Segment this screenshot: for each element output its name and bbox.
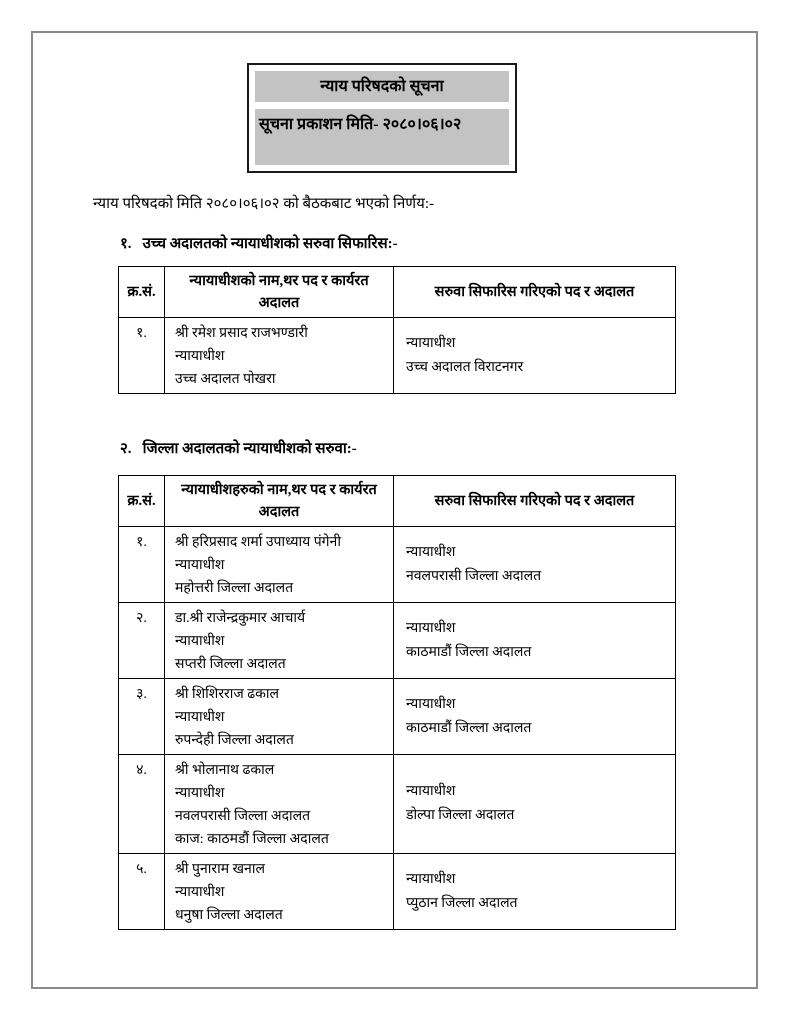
section-1-number: १. — [120, 236, 132, 252]
recommended-post: न्यायाधीश — [406, 335, 456, 351]
recommended-court: प्युठान जिल्ला अदालत — [406, 895, 518, 911]
section-2-heading — [120, 438, 357, 458]
notice-title: न्याय परिषदको सूचना — [255, 71, 509, 102]
judge-current-cell — [165, 755, 394, 854]
table-row — [119, 679, 676, 755]
recommended-cell — [394, 527, 676, 603]
judge-deputation-court: काज: काठमडौं जिल्ला अदालत — [175, 832, 329, 847]
column-header-judge-current: न्यायाधीशको नाम,थर पद र कार्यरत अदालत — [165, 267, 394, 318]
recommended-post: न्यायाधीश — [406, 544, 456, 560]
judge-current-court: उच्च अदालत पोखरा — [175, 372, 276, 387]
recommended-cell — [394, 603, 676, 679]
recommended-cell — [394, 755, 676, 854]
column-header-recommended: सरुवा सिफारिस गरिएको पद र अदालत — [394, 476, 676, 527]
judge-current-cell — [165, 318, 394, 394]
judge-name: श्री हरिप्रसाद शर्मा उपाध्याय पंगेनी — [175, 535, 341, 550]
recommended-court: काठमाडौं जिल्ला अदालत — [406, 644, 532, 660]
judge-current-court: धनुषा जिल्ला अदालत — [175, 908, 283, 923]
recommended-court: नवलपरासी जिल्ला अदालत — [406, 568, 542, 584]
recommended-cell — [394, 318, 676, 394]
column-header-serial: क्र.सं. — [119, 476, 165, 527]
table-row — [119, 318, 676, 394]
serial-number: २. — [119, 603, 165, 679]
section-1-heading — [120, 233, 398, 253]
district-court-judge-transfer-table — [118, 475, 676, 930]
serial-number: १. — [119, 527, 165, 603]
high-court-judge-transfer-table — [118, 266, 676, 394]
table-row — [119, 527, 676, 603]
table-header-row — [119, 267, 676, 318]
judge-current-cell — [165, 603, 394, 679]
recommended-court: उच्च अदालत विराटनगर — [406, 359, 524, 375]
section-2-title: जिल्ला अदालतको न्यायाधीशको सरुवा:- — [142, 441, 357, 457]
table-header-row — [119, 476, 676, 527]
judge-current-cell — [165, 679, 394, 755]
judge-post: न्यायाधीश — [175, 786, 225, 801]
serial-number: १. — [119, 318, 165, 394]
section-1-title: उच्च अदालतको न्यायाधीशको सरुवा सिफारिस:- — [142, 236, 398, 252]
recommended-post: न्यायाधीश — [406, 620, 456, 636]
recommended-court: काठमाडौं जिल्ला अदालत — [406, 720, 532, 736]
judge-current-court: नवलपरासी जिल्ला अदालत — [175, 809, 311, 824]
recommended-post: न्यायाधीश — [406, 696, 456, 712]
table-row — [119, 854, 676, 930]
column-header-recommended: सरुवा सिफारिस गरिएको पद र अदालत — [394, 267, 676, 318]
table-row — [119, 603, 676, 679]
judge-current-court: रुपन्देही जिल्ला अदालत — [175, 733, 294, 748]
judge-name: श्री रमेश प्रसाद राजभण्डारी — [175, 326, 308, 341]
notice-header-box — [247, 63, 517, 173]
judge-post: न्यायाधीश — [175, 349, 225, 364]
column-header-serial: क्र.सं. — [119, 267, 165, 318]
judge-current-court: सप्तरी जिल्ला अदालत — [175, 657, 286, 672]
serial-number: ५. — [119, 854, 165, 930]
judge-name: डा.श्री राजेन्द्रकुमार आचार्य — [175, 611, 306, 626]
serial-number: ३. — [119, 679, 165, 755]
table-row — [119, 755, 676, 854]
judge-current-cell — [165, 854, 394, 930]
judge-name: श्री भोलानाथ ढकाल — [175, 763, 275, 778]
judge-post: न्यायाधीश — [175, 885, 225, 900]
judge-name: श्री शिशिरराज ढकाल — [175, 687, 280, 702]
decision-intro-line: न्याय परिषदको मिति २०८०।०६।०२ को बैठकबाट भएको निर्णय:- — [93, 196, 434, 212]
judge-name: श्री पुनाराम खनाल — [175, 862, 265, 877]
column-header-judge-current: न्यायाधीशहरुको नाम,थर पद र कार्यरत अदालत — [165, 476, 394, 527]
recommended-post: न्यायाधीश — [406, 784, 456, 799]
notice-publication-date: सूचना प्रकाशन मिति- २०८०।०६।०२ — [255, 109, 509, 165]
section-2-number: २. — [120, 441, 132, 457]
judge-current-cell — [165, 527, 394, 603]
judge-post: न्यायाधीश — [175, 634, 225, 649]
serial-number: ४. — [119, 755, 165, 854]
judge-post: न्यायाधीश — [175, 558, 225, 573]
recommended-post: न्यायाधीश — [406, 871, 456, 887]
recommended-court: डोल्पा जिल्ला अदालत — [406, 808, 515, 823]
recommended-cell — [394, 854, 676, 930]
recommended-cell — [394, 679, 676, 755]
judge-current-court: महोत्तरी जिल्ला अदालत — [175, 581, 294, 596]
judge-post: न्यायाधीश — [175, 710, 225, 725]
